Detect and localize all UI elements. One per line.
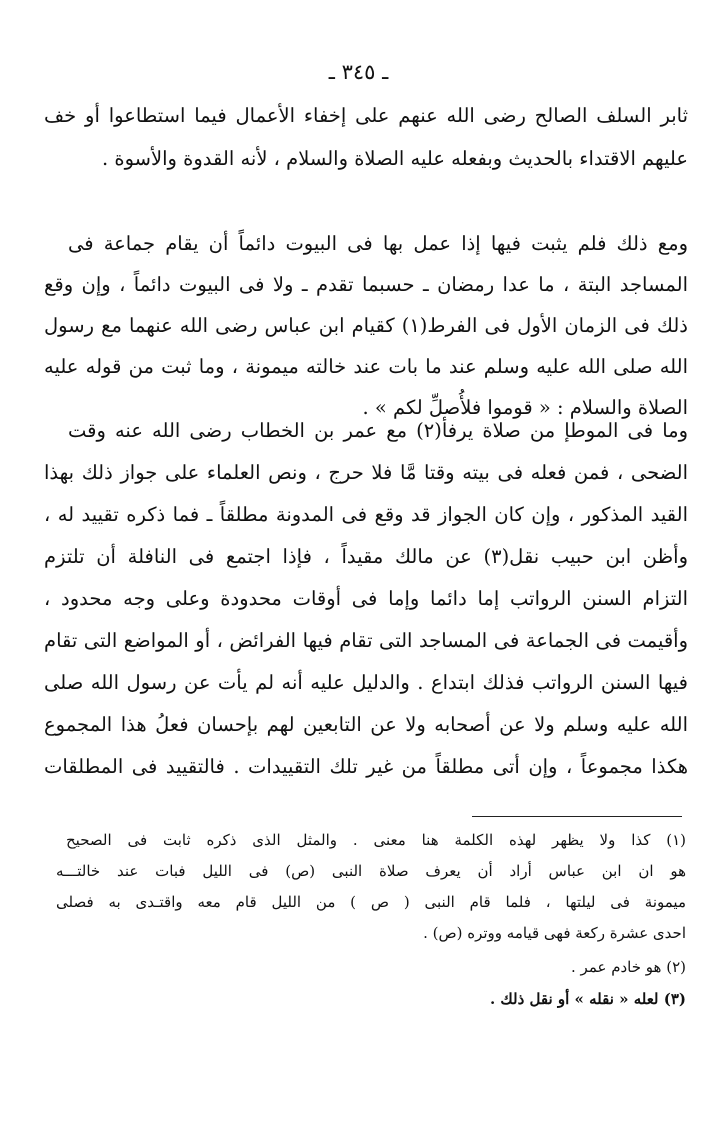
text-line: التزام السنن الرواتب إما دائما وإما فى أوقات محدودة وعلى وجه محدود ، xyxy=(44,587,688,610)
footnotes xyxy=(44,825,686,1025)
text-line: الله صلى الله عليه وسلم عند ما بات عند خالته ميمونة ، وما ثبت من قوله عليه xyxy=(44,355,688,378)
page-number: ـ ٣٤٥ ـ xyxy=(328,60,389,84)
text-line: هكذا مجموعاً ، وإن أتى مطلقاً من غير تلك التقييدات . فالتقييد فى المطلقات xyxy=(44,755,688,778)
paragraph-2 xyxy=(44,224,688,434)
text-line: الضحى ، فمن فعله فى بيته وقتا مَّا فلا حرج ، ونص العلماء على جواز ذلك بهذا xyxy=(44,461,688,484)
footnote-line: (١) كذا ولا يظهر لهذه الكلمة هنا معنى . والمثل الذى ذكره ثابت فى الصحيح xyxy=(66,831,686,849)
footnote-line: (٢) هو خادم عمر . xyxy=(571,958,686,976)
text-line: الصلاة والسلام : « قوموا فلأُصلِّ لكم » . xyxy=(362,396,688,419)
footnote-line: هو ان ابن عباس أراد أن يعرف صلاة النبى (ص) فى الليل فبات عند خالتـــه xyxy=(56,862,686,880)
footnote-line: ميمونة فى ليلتها ، فلما قام النبى ( ص ) من الليل قام معه واقتـدى به فصلى xyxy=(56,893,686,911)
text-line: فيها السنن الرواتب فذلك ابتداع . والدليل عليه أنه لم يأت عن رسول الله صلى xyxy=(44,671,688,694)
text-line: الله عليه وسلم ولا عن أصحابه ولا عن التابعين لهم بإحسان فعلُ هذا المجموع xyxy=(44,713,688,736)
paragraph-3 xyxy=(44,411,688,791)
footnote-divider xyxy=(472,816,682,817)
text-line: ذلك فى الزمان الأول فى الفرط(١) كقيام ابن عباس رضى الله عنهما مع رسول xyxy=(44,314,688,337)
text-line: المساجد البتة ، ما عدا رمضان ـ حسبما تقدم ـ ولا فى البيوت دائماً ، وإن وقع xyxy=(44,273,688,296)
text-line: القيد المذكور ، وإن كان الجواز قد وقع فى المدونة مطلقاً ـ فما ذكره تقييد له ، xyxy=(44,503,688,526)
text-line: وأقيمت فى الجماعة فى المساجد التى تقام فيها الفرائض ، أو المواضع التى تقام xyxy=(44,629,688,652)
text-line: عليهم الاقتداء بالحديث وبفعله عليه الصلاة والسلام ، لأنه القدوة والأسوة . xyxy=(101,147,688,170)
text-line: وما فى الموطإ من صلاة يرفأ(٢) مع عمر بن الخطاب رضى الله عنه وقت xyxy=(68,419,688,442)
text-line: ثابر السلف الصالح رضى الله عنهم على إخفاء الأعمال فيما استطاعوا أو خف xyxy=(44,104,688,127)
text-line: ومع ذلك فلم يثبت فيها إذا عمل بها فى البيوت دائماً أن يقام جماعة فى xyxy=(68,232,688,255)
text-line: وأظن ابن حبيب نقل(٣) عن مالك مقيداً ، فإذا اجتمع فى النافلة أن تلتزم xyxy=(44,545,688,568)
footnote-line: (٣) لعله « نقله » أو نقل ذلك . xyxy=(489,990,686,1008)
paragraph-1 xyxy=(44,96,688,182)
footnote-line: احدى عشرة ركعة فهى قيامه ووتره (ص) . xyxy=(423,924,686,942)
